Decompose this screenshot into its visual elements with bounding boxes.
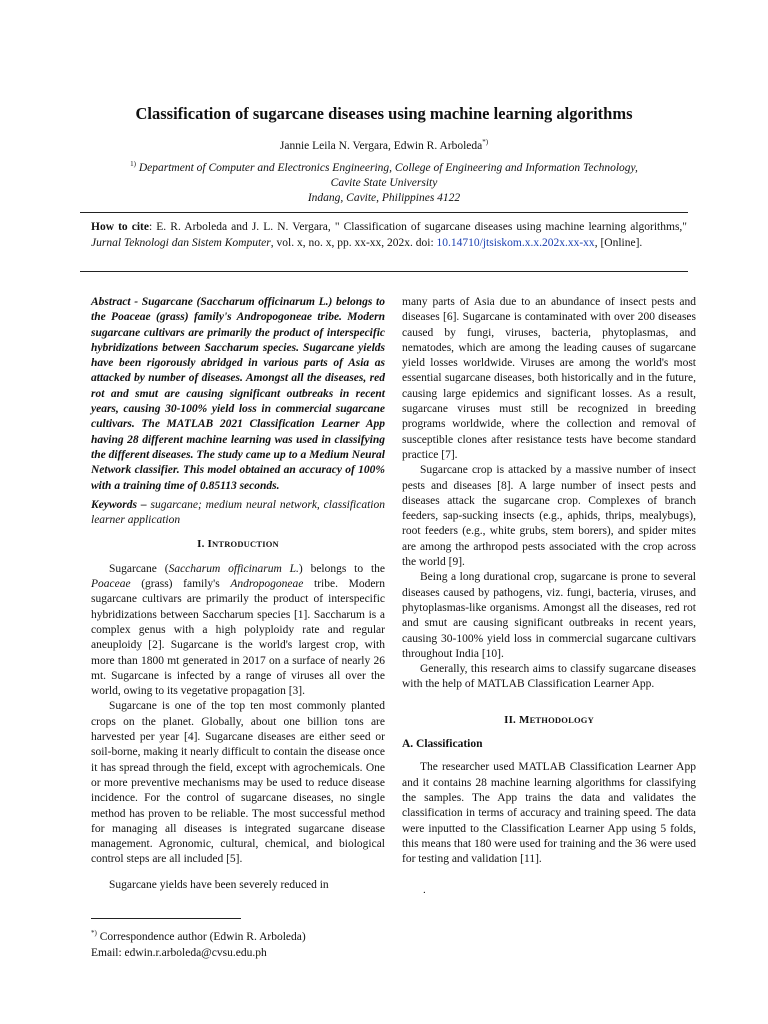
cite-bottom-rule <box>80 271 688 272</box>
intro-paragraph-5: Being a long durational crop, sugarcane is prone to several diseases caused by pathogens, viz. fungi, bacteria, viruses, and phytoplasmas-like organisms. Amongst all the diseases, red rot and smut are causing significant outbreaks in recent years, causing 30-100% yield loss in commercial sugarcane cultivars throughout India [10]. <box>402 571 696 660</box>
cite-top-rule <box>80 212 688 213</box>
abstract: Abstract - Sugarcane (Saccharum officinarum L.) belongs to the Poaceae (grass) family's Andropogoneae tribe. Modern sugarcane cultivars are primarily the product of interspecific hybridizations between Saccharum species. Sugarcane yields have been rigorously abridged in various parts of Asia as attacked by number of diseases. Amongst all the diseases, red rot and smut are causing significant outbreaks in recent years, causing 30-100% yield loss in commercial sugarcane cultivars. The MATLAB 2021 Classification Learner App having 28 different machine learning was used in classifying the different diseases. The study came up to a Medium Neural Network classifier. This model obtained an accuracy of 100% with a training time of 0.85113 seconds. <box>91 296 385 492</box>
section-rest: NTRODUCTION <box>211 539 279 550</box>
how-to-cite <box>91 220 687 251</box>
footnote-mark: *) <box>91 929 97 937</box>
text-run: tribe. Modern sugarcane cultivars are primarily the product of interspecific hybridizations between Saccharum species [1]. Saccharum is a complex genus with a high polyploidy rate and regular aneuploidy [2]. Sugarcane is the world's largest crop, with more than 1800 mt generated in 2017 on a surface of nearly 26 mt. Sugarcane is infected by a range of viruses all over the world, owing to its vegetative propagation [3]. <box>91 578 385 698</box>
affiliation-line-1: Department of Computer and Electronics Engineering, College of Engineering and Information Technology, <box>138 161 638 174</box>
cite-journal: Jurnal Teknologi dan Sistem Komputer <box>91 236 271 249</box>
keywords <box>91 498 385 529</box>
intro-paragraph-4: Sugarcane crop is attacked by a massive number of insect pests and diseases [8]. A large number of insect pests and diseases attack the sugarcane crop. Complexes of branch feeders, sap-sucking insects (e.g., aphids, thrips, mealybugs), root feeders (e.g., white grubs, stem borers), and spider mites are among the arthropod pests associated with the crop across the world [9]. <box>402 464 696 569</box>
footnote-line-1: Correspondence author (Edwin R. Arboleda) <box>96 930 306 943</box>
affiliation-line-2: Cavite State University <box>330 176 438 189</box>
footnote-rule <box>91 918 241 919</box>
doi-link[interactable]: 10.14710/jtsiskom.x.x.202x.xx-xx <box>436 236 595 249</box>
cite-label: How to cite <box>91 221 149 233</box>
section-number: II. <box>504 713 517 726</box>
intro-paragraph-6: Generally, this research aims to classify sugarcane diseases with the help of MATLAB Classification Learner App. <box>402 663 696 691</box>
left-column <box>91 295 385 893</box>
subsection-heading-classification: A. Classification <box>402 738 483 751</box>
section-initial: M <box>518 713 530 726</box>
method-paragraph-1: The researcher used MATLAB Classification Learner App and it contains 28 machine learning algorithms for classifying the samples. The App trains the data and validates the classification in terms of accuracy and training speed. The data were inputted to the Classification Learner App using 5 folds, this means that 180 were used for training and the 36 were used for testing and validation [11]. <box>402 761 696 866</box>
keywords-text: sugarcane; medium neural network, classification learner application <box>91 498 385 527</box>
intro-paragraph-2: Sugarcane is one of the top ten most commonly planted crops on the planet. Globally, about one billion tons are harvested per year [4]. Sugarcane diseases are either seed or soil-borne, making it nearly difficult to contain the disease once it has spread through the field, except with agrochemicals. One or more preventive mechanisms may be used to reduce disease incidence. For the control of sugarcane diseases, no single method has proven to be reliable. The most successful method for managing all diseases is integrated sugarcane disease management. Agronomic, cultural, chemical, and biological control steps are all included [5]. <box>91 700 385 866</box>
stray-dot: . <box>423 884 426 896</box>
author-mark: *) <box>482 138 489 146</box>
cite-text-2: , vol. x, no. x, pp. xx-xx, 202x. doi: <box>270 236 437 249</box>
section-heading-methodology <box>402 713 696 728</box>
paper-title: Classification of sugarcane diseases using machine learning algorithms <box>135 104 633 123</box>
intro-paragraph-3-start: Sugarcane yields have been severely reduced in <box>109 878 329 891</box>
affiliation-mark: 1) <box>130 160 136 168</box>
intro-paragraph-1 <box>91 562 385 700</box>
text-run: ) belongs to the <box>298 562 385 575</box>
scientific-name: Saccharum officinarum L. <box>168 562 299 575</box>
right-column <box>402 295 696 867</box>
cite-text-3: , [Online]. <box>594 236 643 249</box>
section-initial: I <box>207 538 212 551</box>
keywords-label: Keywords – <box>91 498 147 511</box>
text-run: (grass) family's <box>130 578 231 591</box>
author-list <box>40 138 728 152</box>
intro-paragraph-3-continued: many parts of Asia due to an abundance of insect pests and diseases [6]. Sugarcane is contaminated with over 200 diseases caused by fungi, viruses, bacteria, phytoplasmas, and nematodes, which are among the leading causes of sugarcane yield losses worldwide. Viruses are among the world's most essential sugarcane diseases, both historically and in the future, causing large epidemics and significant losses. As a result, sugarcane viruses must still be recognized in breeding programs worldwide, where the collection and removal of susceptible clones after resistance tests have become standard practice [7]. <box>402 296 696 461</box>
author-names: Jannie Leila N. Vergara, Edwin R. Arboleda <box>279 139 483 152</box>
scientific-name: Andropogoneae <box>230 578 304 591</box>
affiliation-line-3: Indang, Cavite, Philippines 4122 <box>307 191 461 204</box>
footnote <box>91 925 391 961</box>
section-number: I. <box>197 538 205 551</box>
section-rest: ETHODOLOGY <box>529 714 594 725</box>
affiliation <box>90 157 678 206</box>
cite-text-1: : E. R. Arboleda and J. L. N. Vergara, " Classification of sugarcane diseases using machine learning algorithms," <box>149 221 687 233</box>
text-run: Sugarcane ( <box>109 562 169 575</box>
footnote-email[interactable]: Email: edwin.r.arboleda@cvsu.edu.ph <box>91 946 267 959</box>
scientific-name: Poaceae <box>91 578 131 591</box>
section-heading-introduction <box>91 537 385 552</box>
